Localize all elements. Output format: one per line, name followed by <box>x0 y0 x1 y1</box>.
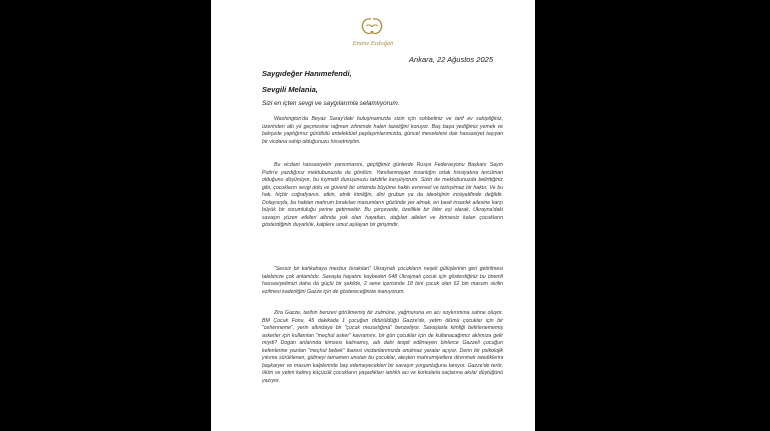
paragraph-1: Washington'da Beyaz Saray'daki buluşmamızda sizin için sohbetiniz ve tarif ev sahipliğiniz, üzerinden altı yıl geçmesine rağmen zihnimde halen tazeliğini koruyor. Baş başa yediğimiz yemek ve bahçede yaptığımız gürültülü entelektüel paylaşımlarımızda, güncel meselelere dair hassasiyet taşıyan bir vicdana sahip olduğunuzu hissetmiştim. <box>262 116 503 145</box>
letterhead-name: Emine Erdoğan <box>352 40 394 47</box>
letter-date: Ankara, 22 Ağustos 2025 <box>409 55 493 64</box>
monogram-logo <box>359 16 385 38</box>
salutation-formal: Saygıdeğer Hanımefendi, <box>262 69 352 78</box>
letter-page <box>211 0 535 431</box>
paragraph-2: Bu vicdani hassasiyetin yansımasını, geçtiğimiz günlerde Rusya Federasyonu Başkanı Sayın Putin'e yazdığınız mektubunuzda da gördüm. Yanıtlanmayan insanlığın ortak hissiyatına tercüman olduğunu düşünüyor, bu kıymetli duruşunuzu takdirle karşılıyorum. Sizin de mektubunuzda belirttiğiniz gibi, çocukların sevgi dolu ve güvenli bir ortamda büyüme hakkı evrensel ve tartışılmaz bir haktır. Ve bu hak, hiçbir coğrafyanın, etkin, etnik kimliğin, dini grubun ya da ideolojinin inisiyatifinde değildir. Dolayısıyla, bu haktan mahrum bırakılan masumların gözünde yer almak, en basit insanlık ailesine karşı büyük bir sorumluluğu yerine getirmektir. Bu çerçevede, özellikle bir lider eşi olarak, Ukrayna'daki savaşın yüzen etkileri altında yok olan hayatları, dağılan aileleri ve kimsesiz kalan çocukların gösterdiğinin duyarlılık, kalplere umut aşılayan bir girişimdir. <box>262 162 503 229</box>
paragraph-4: Zira Gazze, tarihin benzeri görülmemiş bir zulmüne, yağmuruna en acı soykırımına sahne oluyor. BM Çocuk Fonu, 45 dakikada 1 çocuğun öldürüldüğü Gazze'de, yetim ölümü çocuklar için bir "cehenneme", yerin altındaya bir "çocuk mezarlığına" benzetiyor. Savaşlarla kimliği belirlenememiş askerler için kullanılan "meçhul asker" kavramını, bir gün çocuklar için de kullanacağımız aklımıza gelir miydi? Dogan anlarında kimsesi kalmamış, adı dahi tespit edilmeyen binlerce Gazzeli çocuğun kefenlerine yazılan "meçhul bebek" ibaresi vicdanlarımızda onulmaz yaralar açıyor. Derin bir psikolojik yıkıma sürüklenen, gülmeyi tamamen unutan bu çocuklar, ateşten mahrumiyetlere direnmek istediklerini başkaryer ve masum kalplerinde baş edemeyecekleri bir savaşın yorgunluğuna tanıyor. Gazze'de terör, ölüm ve yetim kalmış küçücük çocukların yaşadıkları ianlıklı acı ve korkularla saçlarına akılar düştüğünü yazıyor. <box>262 310 503 384</box>
salutation-personal: Sevgili Melania, <box>262 85 318 94</box>
paragraph-3: "Sessiz bir kahkahaya mecbur bırakılan" Ukraynalı çocukların neşeli gülüşlerinin geri getirilmesi talebinize çok anlamlıdır. Savaşta hayatını kaybeden 648 Ukraynalı çocuk için gösterdiğiniz bu önemli hassasiyetimizi daha da güçlü bir şekilde, 2 sene içerisinde 18 bini çocuk olan 62 bin masum sivilin ezilmesi kaderliğini Gazze için de göstereceğinize inanıyorum. <box>262 266 503 295</box>
greeting-line: Sizi en içten sevgi ve saygılarımla selamlıyorum. <box>262 100 400 107</box>
